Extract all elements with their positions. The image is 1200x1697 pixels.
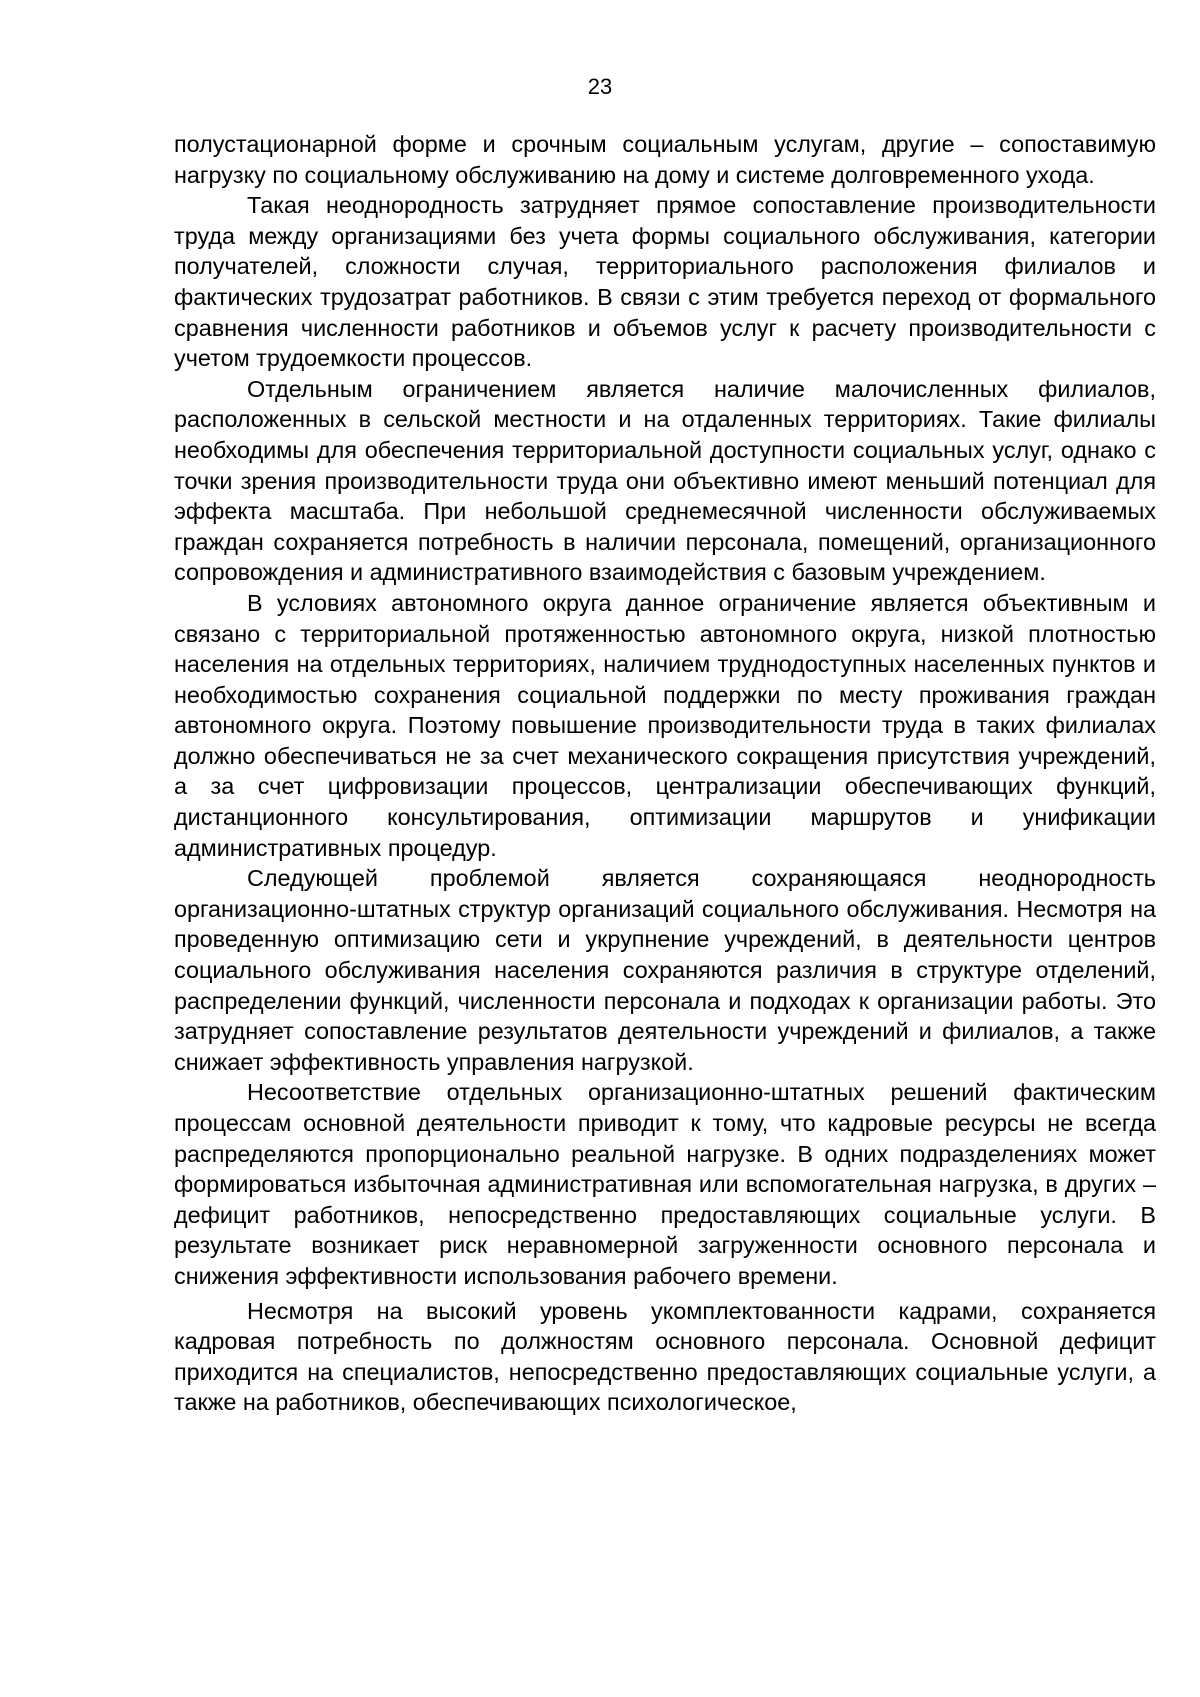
paragraph: Отдельным ограничением является наличие малочисленных филиалов, расположенных в сельской местности и на отдаленных территориях. Такие филиалы необходимы для обеспечения территориальной доступности социальных услуг, однако с точки зрения производительности труда они объективно имеют меньший потенциал для эффекта масштаба. При небольшой среднемесячной численности обслуживаемых граждан сохраняется потребность в наличии персонала, помещений, организационного сопровождения и административного взаимодействия с базовым учреждением. bbox=[174, 375, 1156, 586]
paragraph: Такая неоднородность затрудняет прямое сопоставление производительности труда между организациями без учета формы социального обслуживания, категории получателей, сложности случая, территориального расположения филиалов и фактических трудозатрат работников. В связи с этим требуется переход от формального сравнения численности работников и объемов услуг к расчету производительности с учетом трудоемкости процессов. bbox=[174, 192, 1156, 372]
page-number: 23 bbox=[587, 74, 613, 99]
paragraph: В условиях автономного округа данное ограничение является объективным и связано с территориальной протяженностью автономного округа, низкой плотностью населения на отдельных территориях, наличием труднодоступных населенных пунктов и необходимостью сохранения социальной поддержки по месту проживания граждан автономного округа. Поэтому повышение производительности труда в таких филиалах должно обеспечиваться не за счет механического сокращения присутствия учреждений, а за счет цифровизации процессов, централизации обеспечивающих функций, дистанционного консультирования, оптимизации маршрутов и унификации административных процедур. bbox=[174, 589, 1156, 861]
paragraph: Следующей проблемой является сохраняющаяся неоднородность организационно-штатных структур организаций социального обслуживания. Несмотря на проведенную оптимизацию сети и укрупнение учреждений, в деятельности центров социального обслуживания населения сохраняются различия в структуре отделений, распределении функций, численности персонала и подходах к организации работы. Это затрудняет сопоставление результатов деятельности учреждений и филиалов, а также снижает эффективность управления нагрузкой. bbox=[174, 865, 1156, 1075]
paragraph: Несоответствие отдельных организационно-штатных решений фактическим процессам основной деятельности приводит к тому, что кадровые ресурсы не всегда распределяются пропорционально реальной нагрузке. В одних подразделениях может формироваться избыточная административная или вспомогательная нагрузка, в других – дефицит работников, непосредственно предоставляющих социальные услуги. В результате возникает риск неравномерной загруженности основного персонала и снижения эффективности использования рабочего времени. bbox=[174, 1079, 1156, 1289]
paragraph: Несмотря на высокий уровень укомплектованности кадрами, сохраняется кадровая потребность по должностям основного персонала. Основной дефицит приходится на специалистов, непосредственно предоставляющих социальные услуги, а также на работников, обеспечивающих психологическое, bbox=[174, 1297, 1156, 1416]
paragraph-continuation: полустационарной форме и срочным социальным услугам, другие – сопоставимую нагрузку по социальному обслуживанию на дому и системе долговременного ухода. bbox=[174, 131, 1156, 188]
body-text bbox=[174, 129, 1156, 1418]
